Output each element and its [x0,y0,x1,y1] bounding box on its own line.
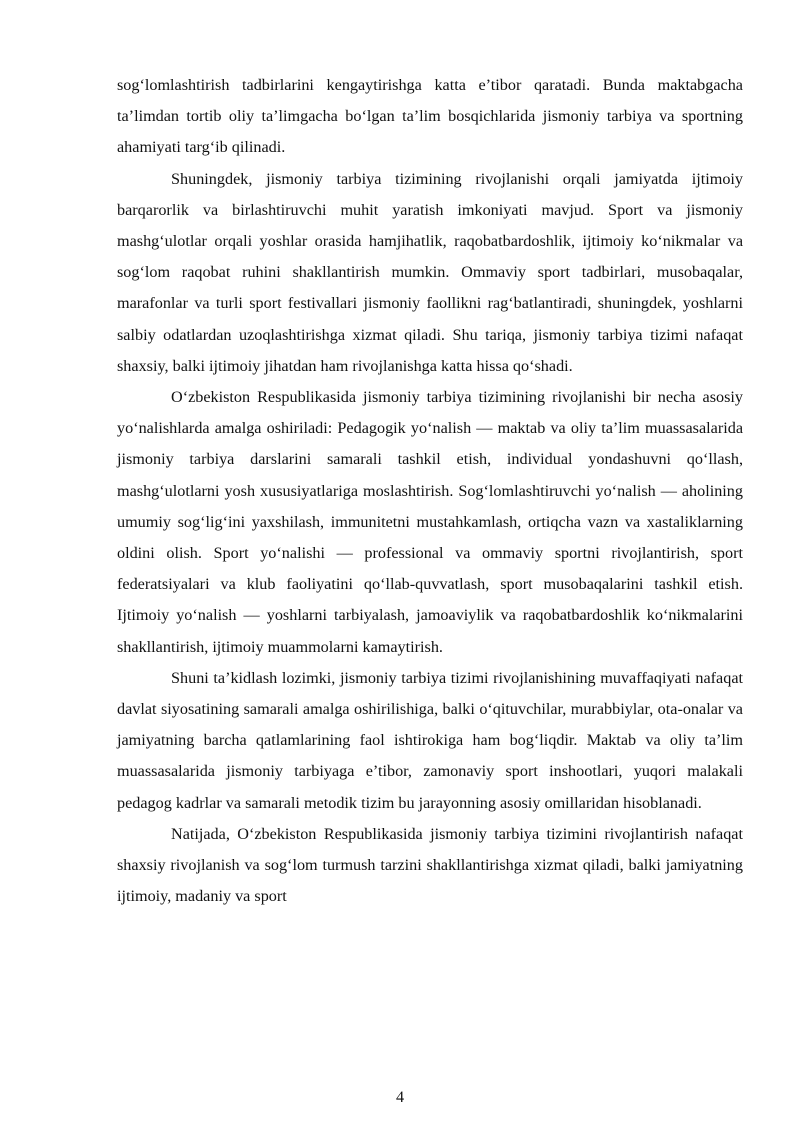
paragraph-continuation: sog‘lomlashtirish tadbirlarini kengaytirishga katta e’tibor qaratadi. Bunda maktabgacha ta’limdan tortib oliy ta’limgacha bo‘lgan ta’lim bosqichlarida jismoniy tarbiya va sportning ahamiyati targ‘ib qilinadi. [117,76,743,157]
paragraph: Shuni ta’kidlash lozimki, jismoniy tarbiya tizimi rivojlanishining muvaffaqiyati nafaqat davlat siyosatining samarali amalga oshirilishiga, balki o‘qituvchilar, murabbiylar, ota-onalar va jamiyatning barcha qatlamlarining faol ishtirokiga ham bog‘liqdir. Maktab va oliy ta’lim muassasalarida jismoniy tarbiyaga e’tibor, zamonaviy sport inshootlari, yuqori malakali pedagog kadrlar va samarali metodik tizim bu jarayonning asosiy omillaridan hisoblanadi. [117,668,743,812]
paragraph: O‘zbekiston Respublikasida jismoniy tarbiya tizimining rivojlanishi bir necha asosiy yo‘nalishlarda amalga oshiriladi: Pedagogik yo‘nalish — maktab va oliy ta’lim muassasalarida jismoniy tarbiya darslarini samarali tashkil etish, individual yondashuvni qo‘llash, mashg‘ulotlarni yosh xususiyatlariga moslashtirish. Sog‘lomlashtiruvchi yo‘nalish — aholining umumiy sog‘lig‘ini yaxshilash, immunitetni mustahkamlash, ortiqcha vazn va xastaliklarning oldini olish. Sport yo‘nalishi — professional va ommaviy sportni rivojlantirish, sport federatsiyalari va klub faoliyatini qo‘llab-quvvatlash, sport musobaqalarini tashkil etish. Ijtimoiy yo‘nalish — yoshlarni tarbiyalash, jamoaviylik va raqobatbardoshlik ko‘nikmalarini shakllantirish, ijtimoiy muammolarni kamaytirish. [117,388,743,656]
paragraph: Natijada, O‘zbekiston Respublikasida jismoniy tarbiya tizimini rivojlantirish nafaqat shaxsiy rivojlanish va sog‘lom turmush tarzini shakllantirishga xizmat qiladi, balki jamiyatning ijtimoiy, madaniy va sport [117,824,743,906]
paragraph: Shuningdek, jismoniy tarbiya tizimining rivojlanishi orqali jamiyatda ijtimoiy barqarorlik va birlashtiruvchi muhit yaratish imkoniyati mavjud. Sport va jismoniy mashg‘ulotlar orqali yoshlar orasida hamjihatlik, raqobatbardoshlik, ijtimoiy ko‘nikmalar va sog‘lom raqobat ruhini shakllantirish mumkin. Ommaviy sport tadbirlari, musobaqalar, marafonlar va turli sport festivallari jismoniy faollikni rag‘batlantiradi, shuningdek, yoshlarni salbiy odatlardan uzoqlashtirishga xizmat qiladi. Shu tariqa, jismoniy tarbiya tizimi nafaqat shaxsiy, balki ijtimoiy jihatdan ham rivojlanishga katta hissa qo‘shadi. [117,169,743,375]
page-number: 4 [395,1088,405,1106]
body-text [117,70,743,912]
